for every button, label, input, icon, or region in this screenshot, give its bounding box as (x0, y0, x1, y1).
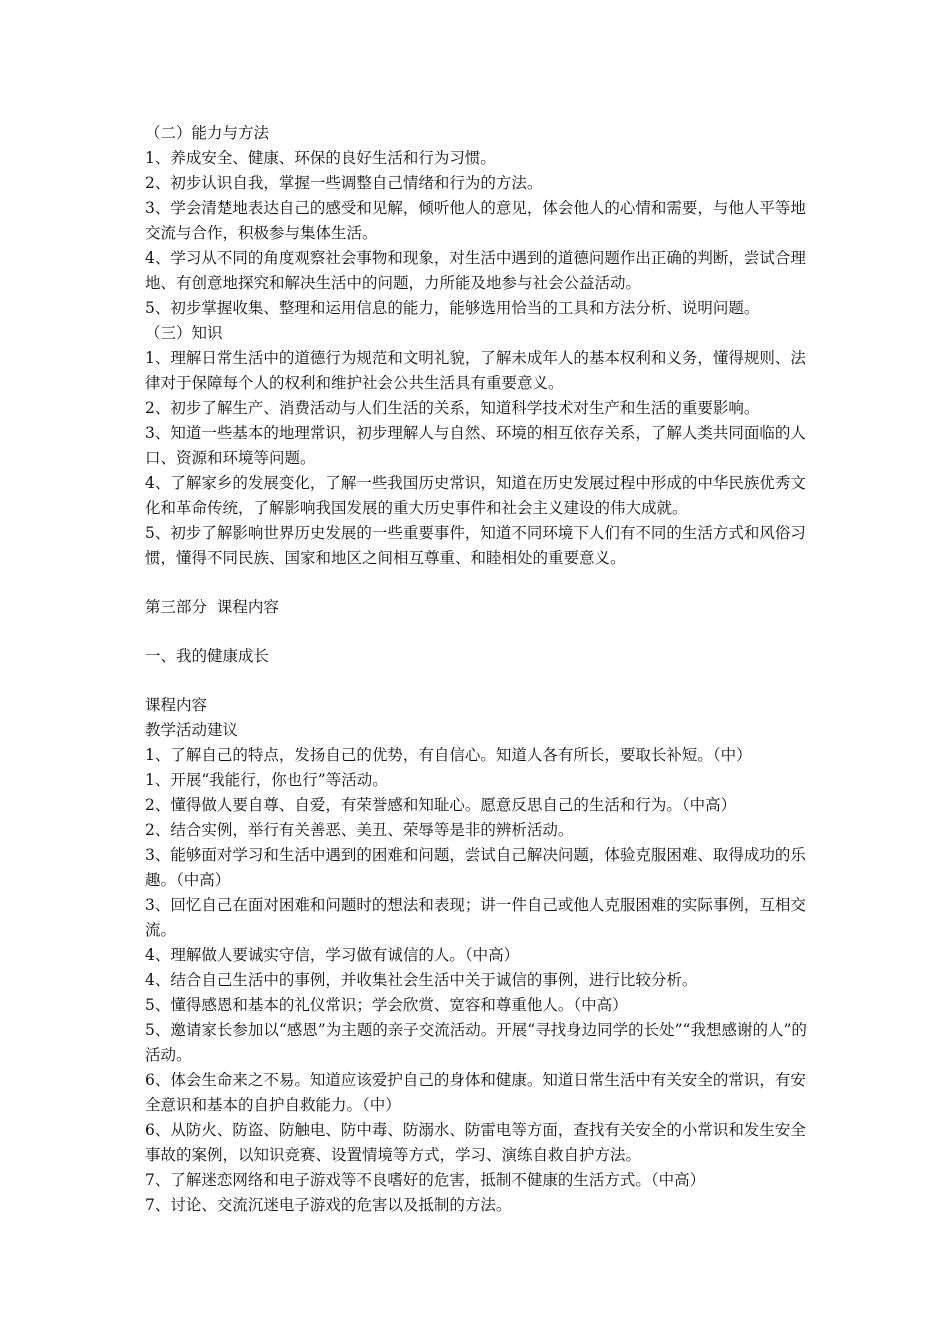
ability-item: 4、学习从不同的角度观察社会事物和现象，对生活中遇到的道德问题作出正确的判断，尝试合理地、有创意地探究和解决生活中的问题，力所能及地参与社会公益活动。 (145, 249, 806, 292)
table-row: 3、能够面对学习和生活中遇到的困难和问题，尝试自己解决问题，体验克服困难、取得成功的乐趣。（中高） (145, 846, 806, 889)
knowledge-item: 1、理解日常生活中的道德行为规范和文明礼貌，了解未成年人的基本权利和义务，懂得规则、法律对于保障每个人的权利和维护社会公共生活具有重要意义。 (145, 349, 806, 392)
column-header-content: 课程内容 (145, 696, 208, 714)
column-header-activities: 教学活动建议 (145, 721, 239, 739)
table-row: 2、结合实例，举行有关善恶、美丑、荣辱等是非的辨析活动。 (145, 821, 574, 839)
table-row: 5、邀请家长参加以“感恩”为主题的亲子交流活动。开展“寻找身边同学的长处”“我想感谢的人”的活动。 (145, 1021, 807, 1064)
ability-item: 2、初步认识自我，掌握一些调整自己情绪和行为的方法。 (145, 174, 543, 192)
section-heading-knowledge: （三）知识 (145, 324, 223, 342)
table-row: 5、懂得感恩和基本的礼仪常识；学会欣赏、宽容和尊重他人。（中高） (145, 996, 628, 1014)
table-row: 2、懂得做人要自尊、自爱，有荣誉感和知耻心。愿意反思自己的生活和行为。（中高） (145, 796, 737, 814)
ability-item: 5、初步掌握收集、整理和运用信息的能力，能够选用恰当的工具和方法分析、说明问题。 (145, 299, 760, 317)
knowledge-item: 4、了解家乡的发展变化，了解一些我国历史常识，知道在历史发展过程中形成的中华民族优秀文化和革命传统，了解影响我国发展的重大历史事件和社会主义建设的伟大成就。 (145, 474, 806, 517)
table-row: 3、回忆自己在面对困难和问题时的想法和表现；讲一件自己或他人克服困难的实际事例，互相交流。 (145, 896, 806, 939)
knowledge-item: 5、初步了解影响世界历史发展的一些重要事件，知道不同环境下人们有不同的生活方式和风俗习惯，懂得不同民族、国家和地区之间相互尊重、和睦相处的重要意义。 (145, 524, 806, 567)
ability-item: 1、养成安全、健康、环保的良好生活和行为习惯。 (145, 149, 496, 167)
knowledge-item: 2、初步了解生产、消费活动与人们生活的关系，知道科学技术对生产和生活的重要影响。 (145, 399, 760, 417)
knowledge-item: 3、知道一些基本的地理常识，初步理解人与自然、环境的相互依存关系，了解人类共同面临的人口、资源和环境等问题。 (145, 424, 806, 467)
section-heading-ability: （二）能力与方法 (145, 124, 270, 142)
ability-item: 3、学会清楚地表达自己的感受和见解，倾听他人的意见，体会他人的心情和需要，与他人平等地交流与合作，积极参与集体生活。 (145, 199, 806, 242)
document-page (145, 121, 815, 1218)
table-row: 6、从防火、防盗、防触电、防中毒、防溺水、防雷电等方面，查找有关安全的小常识和发生安全事故的案例，以知识竞赛、设置情境等方式，学习、演练自救自护方法。 (145, 1121, 806, 1164)
table-row: 1、了解自己的特点，发扬自己的优势，有自信心。知道人各有所长，要取长补短。（中） (145, 746, 752, 764)
spacer (145, 620, 815, 644)
table-row: 7、了解迷恋网络和电子游戏等不良嗜好的危害，抵制不健康的生活方式。（中高） (145, 1171, 706, 1189)
unit-title: 一、我的健康成长 (145, 647, 270, 665)
part-title: 第三部分 课程内容 (145, 598, 279, 616)
spacer (145, 571, 815, 595)
table-row: 6、体会生命来之不易。知道应该爱护自己的身体和健康。知道日常生活中有关安全的常识，有安全意识和基本的自护自救能力。（中） (145, 1071, 806, 1114)
table-row: 4、理解做人要诚实守信，学习做有诚信的人。（中高） (145, 946, 520, 964)
spacer (145, 669, 815, 693)
table-row: 1、开展“我能行，你也行”等活动。 (145, 771, 388, 789)
table-row: 7、讨论、交流沉迷电子游戏的危害以及抵制的方法。 (145, 1196, 512, 1214)
table-row: 4、结合自己生活中的事例，并收集社会生活中关于诚信的事例，进行比较分析。 (145, 971, 698, 989)
